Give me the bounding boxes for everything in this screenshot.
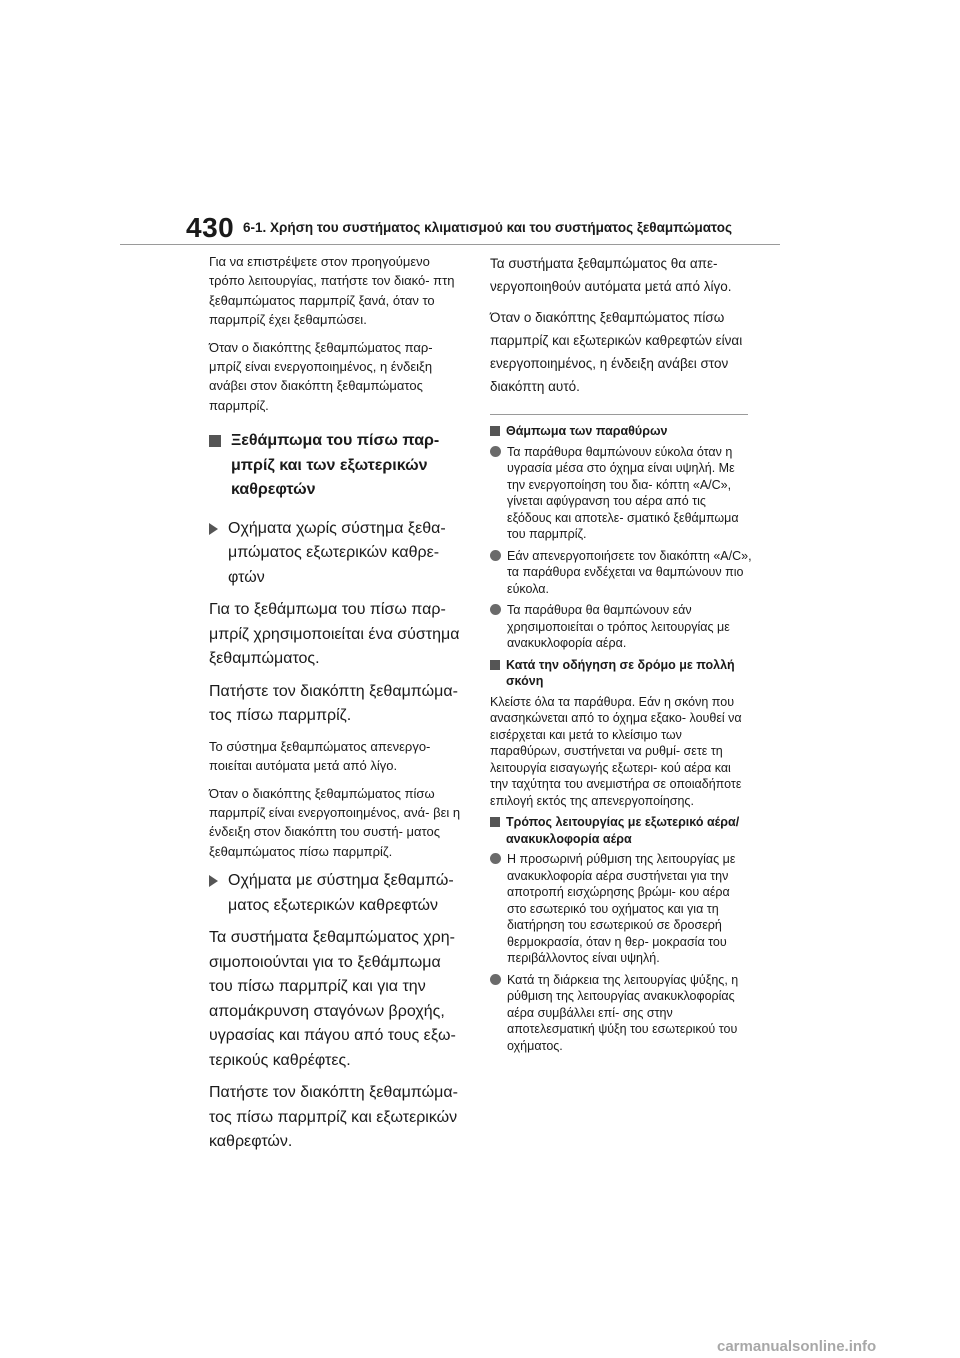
section-heading-defogger bbox=[209, 429, 464, 503]
list-item bbox=[490, 602, 752, 652]
list-item-text: Κατά τη διάρκεια της λειτουργίας ψύξης, η ρύθμιση της λειτουργίας ανακυκλοφορίας αέρα συμβάλλει επί- σης στην αποτελεσματική ψύξη του εσωτερικού του οχήματος. bbox=[507, 972, 739, 1053]
subheading-with-mirror-defogger bbox=[209, 869, 464, 918]
list-item bbox=[490, 972, 752, 1055]
heading-air-mode bbox=[490, 814, 752, 847]
section-heading-text: Ξεθάμπωμα του πίσω παρ- μπρίζ και των εξωτερικών καθρεφτών bbox=[231, 432, 440, 499]
list-item-text: Τα παράθυρα θαμπώνουν εύκολα όταν η υγρασία μέσα στο όχημα είναι υψηλή. Με την ενεργοποίηση του δια- κόπτη «A/C», γίνεται αφύγρανση του αέρα από τις εξόδους και αποτελε- σματικό ξεθάμπωμα του παρμπρίζ. bbox=[507, 444, 739, 541]
right-column bbox=[490, 252, 752, 1059]
heading-text: Κατά την οδήγηση σε δρόμο με πολλή σκόνη bbox=[506, 657, 735, 688]
square-bullet-icon bbox=[490, 817, 500, 827]
page-number: 430 bbox=[186, 212, 235, 243]
circle-bullet-icon bbox=[490, 974, 501, 985]
left-paragraph-2: Όταν ο διακόπτης ξεθαμπώματος παρ- μπρίζ είναι ενεργοποιημένος, η ένδειξη ανάβει στον διακόπτη ξεθαμπώματος παρμπρίζ. bbox=[209, 339, 433, 413]
right-paragraph-3: Κλείστε όλα τα παράθυρα. Εάν η σκόνη που ανασηκώνεται από το όχημα εξακο- λουθεί να εισέρχεται και μετά το κλείσιμο των παραθύρων, συστήνεται να ρυθμί- σετε τη λειτουργία εισαγωγής εξωτερι- κού αέρα και την ταχύτητα του ανεμιστήρα σε οποιαδήποτε επιλογή εκτός της απενεργοποίησης. bbox=[490, 694, 742, 808]
watermark: carmanualsonline.info bbox=[717, 1338, 877, 1355]
header-divider bbox=[120, 244, 780, 245]
left-paragraph-7: Τα συστήματα ξεθαμπώματος χρη- σιμοποιούνται για το ξεθάμπωμα του πίσω παρμπρίζ και για την απομάκρυνση σταγόνων βροχής, υγρασίας και πάγου από τους εξω- τερικούς καθρέφτες. bbox=[209, 929, 456, 1069]
list-item bbox=[490, 444, 752, 543]
left-paragraph-6: Όταν ο διακόπτης ξεθαμπώματος πίσω παρμπρίζ είναι ενεργοποιημένος, ανά- βει η ένδειξη στον διακόπτη του συστή- ματος ξεθαμπώματος πίσω παρμπρίζ. bbox=[209, 785, 461, 859]
square-bullet-icon bbox=[209, 435, 221, 447]
circle-bullet-icon bbox=[490, 853, 501, 864]
square-bullet-icon bbox=[490, 660, 500, 670]
subheading-text: Οχήματα με σύστημα ξεθαμπώ- ματος εξωτερικών καθρεφτών bbox=[228, 872, 454, 914]
left-paragraph-8: Πατήστε τον διακόπτη ξεθαμπώμα- τος πίσω παρμπρίζ και εξωτερικών καθρεφτών. bbox=[209, 1084, 458, 1151]
heading-dusty-roads bbox=[490, 657, 752, 690]
subheading-without-mirror-defogger bbox=[209, 517, 464, 591]
left-paragraph-4: Πατήστε τον διακόπτη ξεθαμπώμα- τος πίσω παρμπρίζ. bbox=[209, 682, 458, 725]
list-item-text: Η προσωρινή ρύθμιση της λειτουργίας με ανακυκλοφορία αέρα συστήνεται για την αποτροπή εισχώρησης βρώμι- κου αέρα στο εσωτερικό του οχήματος και για τη διατήρηση του εσωτερικού σε δροσερή θερμοκρασία, όταν η θερ- μοκρασία του περιβάλλοντος είναι υψηλή. bbox=[507, 852, 736, 965]
list-item-text: Τα παράθυρα θα θαμπώνουν εάν χρησιμοποιείται ο τρόπος λειτουργίας με ανακυκλοφορία αέρα. bbox=[507, 603, 730, 650]
square-bullet-icon bbox=[490, 426, 500, 436]
heading-window-fogging bbox=[490, 423, 752, 440]
circle-bullet-icon bbox=[490, 604, 501, 615]
right-paragraph-2: Όταν ο διακόπτης ξεθαμπώματος πίσω παρμπρίζ και εξωτερικών καθρεφτών είναι ενεργοποιημένος, η ένδειξη ανάβει στον διακόπτη αυτό. bbox=[490, 310, 743, 394]
list-item bbox=[490, 548, 752, 598]
list-item bbox=[490, 851, 752, 967]
list-item-text: Εάν απενεργοποιήσετε τον διακόπτη «A/C», τα παράθυρα ενδέχεται να θαμπώνουν πιο εύκολα. bbox=[507, 548, 752, 596]
circle-bullet-icon bbox=[490, 550, 501, 561]
heading-text: Τρόπος λειτουργίας με εξωτερικό αέρα/ανακυκλοφορία αέρα bbox=[506, 815, 740, 846]
left-paragraph-3: Για το ξεθάμπωμα του πίσω παρ- μπρίζ χρησιμοποιείται ένα σύστημα ξεθαμπώματος. bbox=[209, 601, 460, 668]
left-column bbox=[209, 252, 464, 1163]
left-paragraph-5: Το σύστημα ξεθαμπώματος απενεργο- ποιείται αυτόματα μετά από λίγο. bbox=[209, 738, 431, 774]
right-paragraph-1: Τα συστήματα ξεθαμπώματος θα απε- νεργοποιηθούν αυτόματα μετά από λίγο. bbox=[490, 256, 732, 294]
section-divider bbox=[490, 414, 748, 415]
chapter-title: 6-1. Χρήση του συστήματος κλιματισμού και του συστήματος ξεθαμπώματος bbox=[243, 220, 732, 235]
triangle-bullet-icon bbox=[209, 523, 218, 535]
left-paragraph-1: Για να επιστρέψετε στον προηγούμενο τρόπο λειτουργίας, πατήστε τον διακό- πτη ξεθαμπώματος παρμπρίζ ξανά, όταν το παρμπρίζ έχει ξεθαμπώσει. bbox=[209, 254, 455, 328]
triangle-bullet-icon bbox=[209, 875, 218, 887]
circle-bullet-icon bbox=[490, 446, 501, 457]
heading-text: Θάμπωμα των παραθύρων bbox=[506, 424, 668, 438]
subheading-text: Οχήματα χωρίς σύστημα ξεθα- μπώματος εξωτερικών καθρε- φτών bbox=[228, 519, 446, 586]
